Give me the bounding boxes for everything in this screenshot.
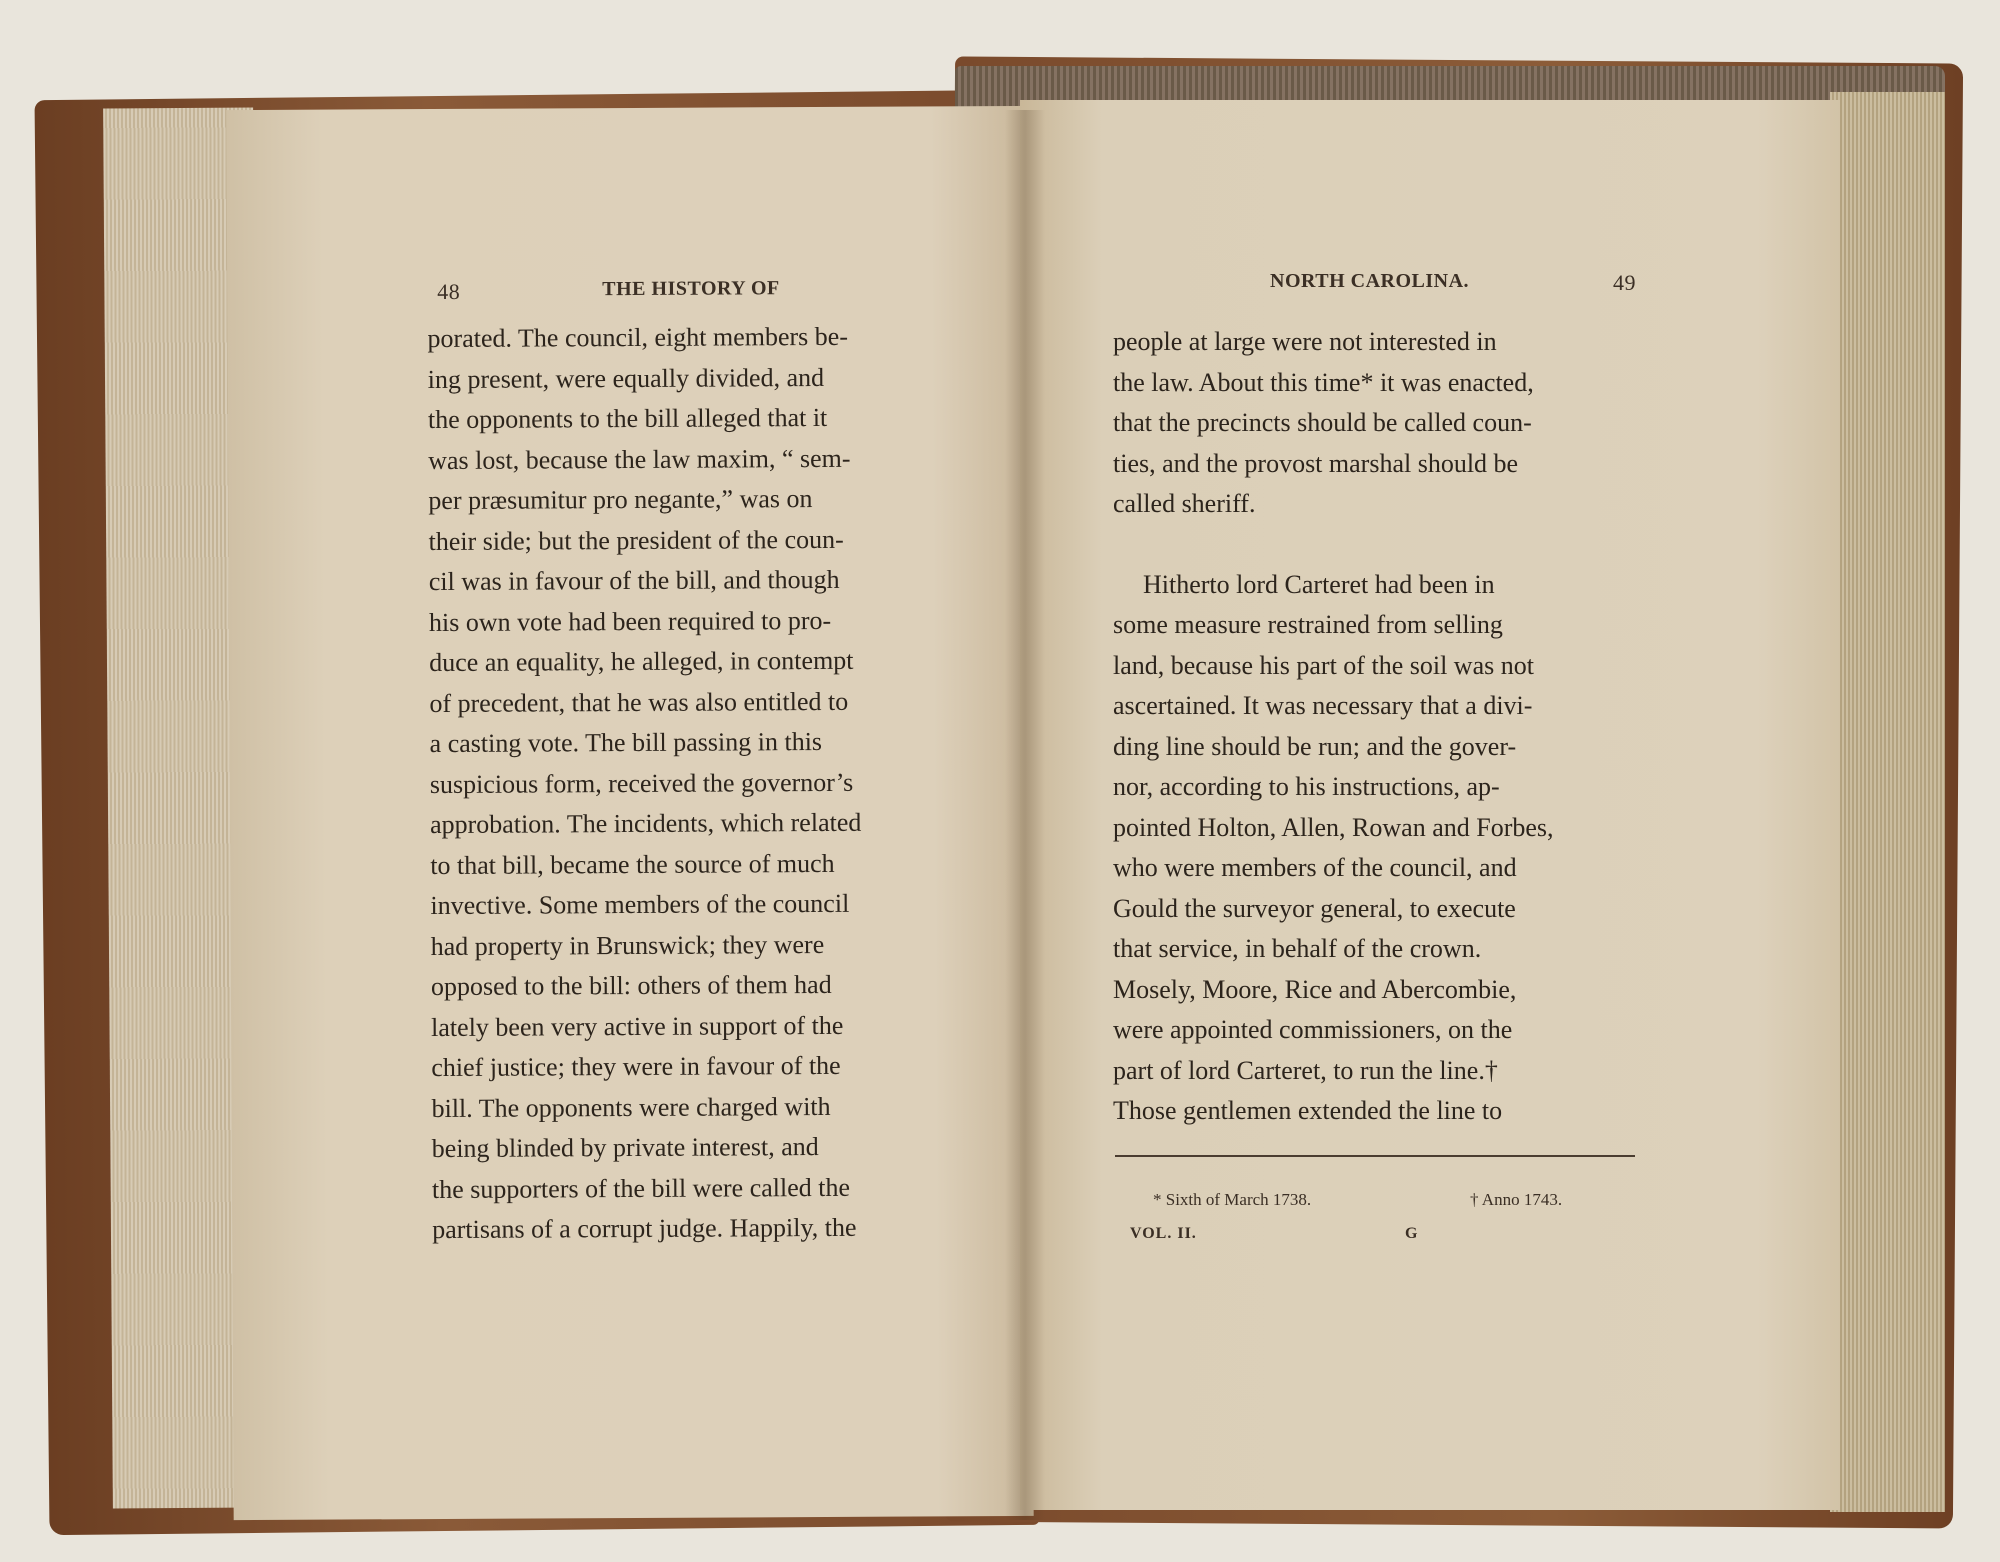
text-line: some measure restrained from selling [1113, 610, 1503, 639]
footnote-sixth-of-march: * Sixth of March 1738. [1153, 1190, 1312, 1209]
right-body-text [1113, 322, 1640, 1132]
text-line: per præsumitur pro negante,” was on [428, 484, 813, 516]
text-line: to that bill, became the source of much [430, 848, 835, 880]
text-line: bill. The opponents were charged with [431, 1091, 831, 1123]
text-line: the law. About this time* it was enacted, [1113, 367, 1534, 397]
text-line: Those gentlemen extended the line to [1113, 1096, 1503, 1125]
signature-volume: VOL. II. [1130, 1225, 1197, 1242]
text-line: had property in Brunswick; they were [430, 929, 825, 961]
right-page-edges [1830, 92, 1945, 1512]
right-running-head [1020, 270, 1840, 300]
text-line: opposed to the bill: others of them had [430, 969, 832, 1002]
right-page-number: 49 [1613, 270, 1636, 295]
text-line: called sheriff. [1113, 489, 1256, 518]
text-line: ascertained. It was necessary that a divi- [1113, 691, 1533, 720]
left-page-number: 48 [437, 278, 461, 305]
text-line: ing present, were equally divided, and [427, 362, 825, 394]
left-running-title: THE HISTORY OF [602, 277, 780, 301]
text-line: duce an equality, he alleged, in contempt [429, 645, 854, 678]
right-page [1020, 100, 1840, 1510]
text-line: the opponents to the bill alleged that it [427, 402, 828, 435]
text-line: Hitherto lord Carteret had been in [1143, 569, 1495, 599]
left-page [226, 106, 1033, 1520]
text-line: who were members of the council, and [1113, 853, 1517, 882]
text-line: cil was in favour of the bill, and though [428, 564, 840, 597]
gutter-shadow [1005, 110, 1045, 1520]
left-body-text [427, 316, 997, 1250]
text-line: their side; but the president of the coun- [428, 524, 844, 556]
text-line: nor, according to his instructions, ap- [1113, 772, 1500, 801]
text-line: that the precincts should be called coun- [1113, 408, 1532, 437]
signature-mark: G [1405, 1225, 1419, 1242]
right-running-title: NORTH CAROLINA. [1270, 270, 1470, 292]
text-line: porated. The council, eight members be- [427, 321, 849, 354]
text-line: ding line should be run; and the gover- [1113, 731, 1517, 761]
text-line: part of lord Carteret, to run the line.† [1113, 1055, 1498, 1085]
text-line: Mosely, Moore, Rice and Abercombie, [1113, 974, 1517, 1004]
text-line: pointed Holton, Allen, Rowan and Forbes, [1113, 812, 1554, 842]
text-line: a casting vote. The bill passing in this [429, 726, 823, 759]
text-line: his own vote had been required to pro- [428, 605, 832, 637]
text-line: chief justice; they were in favour of the [431, 1050, 841, 1083]
text-line: were appointed commissioners, on the [1113, 1015, 1513, 1044]
text-line: ties, and the provost marshal should be [1113, 448, 1519, 478]
text-line: was lost, because the law maxim, “ sem- [428, 443, 851, 475]
paragraph-gap [1113, 525, 1640, 565]
text-line: land, because his part of the soil was not [1113, 650, 1534, 680]
text-line: suspicious form, received the governor’s [429, 767, 854, 799]
footnote-anno: † Anno 1743. [1470, 1190, 1563, 1209]
footnote-rule [1115, 1155, 1635, 1157]
text-line: Gould the surveyor general, to execute [1113, 893, 1516, 923]
text-line: invective. Some members of the council [430, 888, 850, 921]
text-line: being blinded by private interest, and [431, 1132, 819, 1164]
text-line: lately been very active in support of the [431, 1010, 844, 1042]
text-line: the supporters of the bill were called the [431, 1172, 851, 1204]
text-line: partisans of a corrupt judge. Happily, the [432, 1212, 857, 1245]
text-line: people at large were not interested in [1113, 327, 1497, 356]
text-line: that service, in behalf of the crown. [1113, 934, 1482, 963]
text-line: of precedent, that he was also entitled to [429, 686, 849, 718]
text-line: approbation. The incidents, which related [429, 807, 862, 840]
left-running-head [227, 276, 1027, 310]
